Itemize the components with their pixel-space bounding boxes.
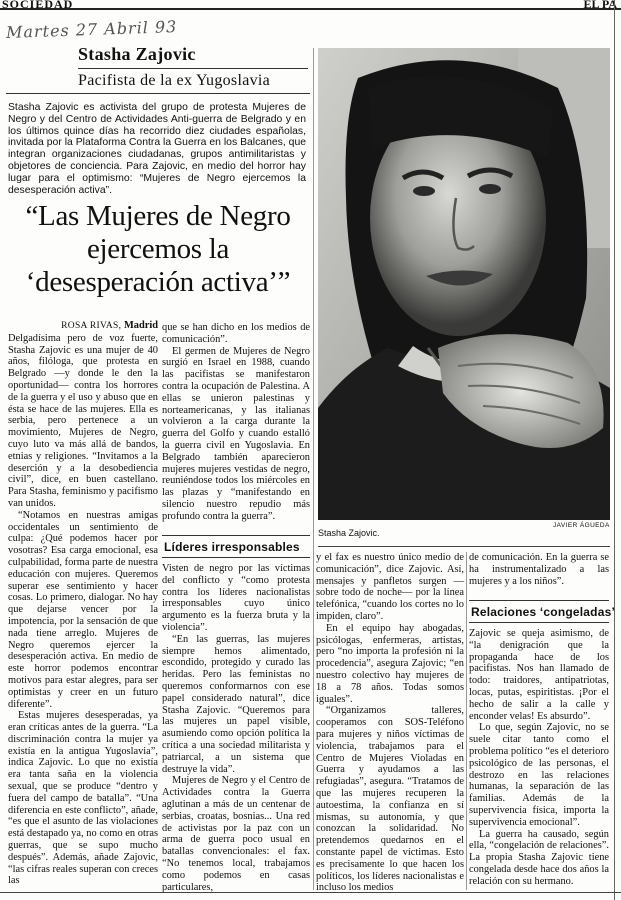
subhead-rule: [469, 622, 609, 623]
headline: [6, 200, 310, 299]
paragraph: de comunicación. En la guerra se ha instrumentalizado a las mujeres y a los niños”.: [469, 552, 609, 587]
subhead-rule: [162, 557, 310, 558]
paragraph: Delgadísima pero de voz fuerte, Stasha Zajovic es una mujer de 40 años, filóloga, que protesta en Belgrado —y donde le den la oportunidad— contra los horrores de la guerra y el uso y abuso que en ésta se hace de las mujeres. Ella es serbia, pero pertenece a un movimiento, Mujeres de Negro, cuyo luto va más allá de bandos, etnias y religiones. “Invitamos a la deserción y a la desobediencia civil”, dice, en buen castellano. Para Stasha, feminismo y pacifismo van unidos.: [8, 332, 158, 509]
column-2: [162, 322, 310, 523]
profile-role: Pacifista de la ex Yugoslavia: [78, 72, 271, 89]
photo-credit: JAVIER ÁGUEDA: [553, 522, 610, 529]
newspaper-name: EL PA: [583, 0, 617, 11]
paragraph: Lo que, según Zajovic, no se suele citar tanto como el problema político “es el deterioro psicológico de las personas, el destrozo en las relaciones humanas, la separación de las familias. Además de la supervivencia física, importa la supervivencia emocional”.: [469, 722, 609, 828]
column-2b: [162, 563, 310, 893]
intro-paragraph: Stasha Zajovic es activista del grupo de protesta Mujeres de Negro y del Centro de Actividades Anti-guerra de Belgrado y en los últimos quince días ha recorrido diez ciudades españolas, invitada por la Plataforma Contra la Guerra en los Balcanes, que integran organizaciones ciudadanas, grupos antimilitaristas y objetores de conciencia. Para Zajovic, en medio del horror hay lugar para el optimismo: “Mujeres de Negro ejercemos la desesperación activa”.: [8, 102, 306, 196]
column-divider: [466, 552, 467, 890]
paragraph: que se han dicho en los medios de comunicación”.: [162, 322, 310, 345]
subhead-lideres: Líderes irresponsables: [164, 540, 300, 554]
paragraph: y el fax es nuestro único medio de comunicación”, dice Zajovic. Así, mensajes y panfletos surgen —sobre todo de noche— por la línea telefónica, “cuando los cortes no lo impiden, claro”.: [316, 552, 464, 622]
section-name: SOCIEDAD: [2, 0, 74, 11]
handwritten-date: Martes 27 Abril 93: [5, 17, 178, 42]
subhead-rule: [162, 535, 310, 536]
paragraph: Zajovic se queja asimismo, de “la denigración que la propaganda hace de los pacifistas. Nos han llamado de todo: traidores, antipatriotas, locas, putas, espiritistas. ¡Por el hecho de salir a la calle y enconder velas! Es absurdo”.: [469, 628, 609, 722]
portrait-photo: [318, 48, 610, 520]
photo-rule: [318, 546, 610, 547]
top-bar: [0, 0, 621, 10]
subhead-rule: [469, 600, 609, 601]
paragraph: “Notamos en nuestras amigas occidentales un sentimiento de culpa: ¿Qué podemos hacer por vosotras? Esa carga emocional, esa culpabilidad, forma parte de nuestra educación con mujeres. Queremos superar ese sentimiento y hacer cosas. Lo primero, dialogar. No hay que dejarse vencer por la impotencia, por la sensación de que nada tiene arreglo. Mujeres de Negro queremos ejercer la desesperación activa. En medio de este horror podemos encontrar motivos para estar alegres, para ser optimistas y creer en un futuro diferente”.: [8, 509, 158, 710]
column-divider: [313, 48, 314, 890]
profile-name: Stasha Zajovic: [78, 44, 196, 64]
paragraph: La guerra ha causado, según ella, “congelación de relaciones”. La propia Stasha Zajovic tiene congelada desde hace dos años la relación con su hermano.: [469, 828, 609, 887]
headline-line-2: ejercemos la: [86, 233, 230, 265]
paragraph: Mujeres de Negro y el Centro de Actividades contra la Guerra aglutinan a más de un centenar de serbias, croatas, bosnias... Una red de activistas por la paz con un arma de guerra poco usual en batallas convencionales: el fax. “No tenemos local, trabajamos como podemos en casas particulares,: [162, 775, 310, 893]
column-4: [469, 552, 609, 587]
paragraph: El germen de Mujeres de Negro surgió en Israel en 1988, cuando las pacifistas se manifestaron contra la ocupación de Palestina. A ellas se unieron palestinas y norteamericanas, y las italianas volvieron a la carga durante la guerra del Golfo y cuando estalló la guerra civil en Yugoslavia. En Belgrado también aparecieron mujeres mujeres vestidas de negro, reuniéndose todos los miércoles en las plazas y “manifestando en silencio nuestro repudio más profundo contra la guerra”.: [162, 345, 310, 522]
column-1: [8, 320, 158, 887]
column-3: [316, 552, 464, 894]
paragraph: “Organizamos talleres, cooperamos con SOS-Teléfono para mujeres y niños víctimas de violencia, trabajamos para el Centro de Mujeres Violadas en Guerra y ayudamos a las refugiadas”, asegura. “Tratamos de que las mujeres recuperen la autoestima, la confianza en sí mismas, su autonomía, y que conozcan la solidaridad. No pretendemos quedarnos en el constante papel de víctimas. Esto es precisamente lo que hacen los políticos, los líderes nacionalistas e incluso los medios: [316, 705, 464, 894]
column-4b: [469, 628, 609, 888]
paragraph: En el equipo hay abogadas, psicólogas, enfermeras, artistas, pero “no importa la profesión ni la procedencia”, asegura Zajovic; “en nuestro colectivo hay mujeres de 18 a 78 años. Todas somos iguales”.: [316, 622, 464, 705]
paragraph: Visten de negro por las víctimas del conflicto y “como protesta contra los líderes nacionalistas irresponsables cuyo único argumento es la fuerza bruta y la violencia”.: [162, 563, 310, 633]
portrait-image: [318, 48, 610, 520]
paragraph: Estas mujeres desesperadas, ya eran críticas antes de la guerra. “La discriminación contra la mujer ya existía en la antigua Yugoslavia”, indica Zajovic. Lo que no existía era tanta saña en la violencia sexual, que se produce “dentro y fuera del campo de batalla”. “Una diferencia en este conflicto”, añade, “es que el asunto de las violaciones está destapado ya, no como en otras guerras, que se supo mucho después”. Además, añade Zajovic, “las cifras reales superan con creces las: [8, 710, 158, 887]
left-edge-rule: [614, 0, 615, 900]
photo-caption: Stasha Zajovic.: [318, 528, 380, 538]
top-rule: [0, 8, 621, 10]
headline-line-3: ‘desesperación activa’”: [25, 266, 291, 298]
subhead-relaciones: Relaciones ‘congeladas’: [471, 605, 615, 619]
headline-line-1: “Las Mujeres de Negro: [25, 200, 291, 232]
byline-author: ROSA RIVAS,: [61, 321, 122, 331]
name-rule: [78, 68, 308, 69]
bottom-rule: [0, 892, 621, 893]
role-rule: [6, 93, 310, 94]
byline-place: Madrid: [123, 320, 158, 331]
byline: [8, 320, 158, 333]
paragraph: “En las guerras, las mujeres siempre hemos alimentado, escondido, protegido y curado las heridas. Pero las feministas no queremos conformarnos con ese papel considerado natural”, dice Stasha Zajovic. “Queremos para las mujeres un papel visible, asumiendo como opción política la crítica a una sociedad militarista y patriarcal, a un sistema que destruye la vida”.: [162, 633, 310, 775]
